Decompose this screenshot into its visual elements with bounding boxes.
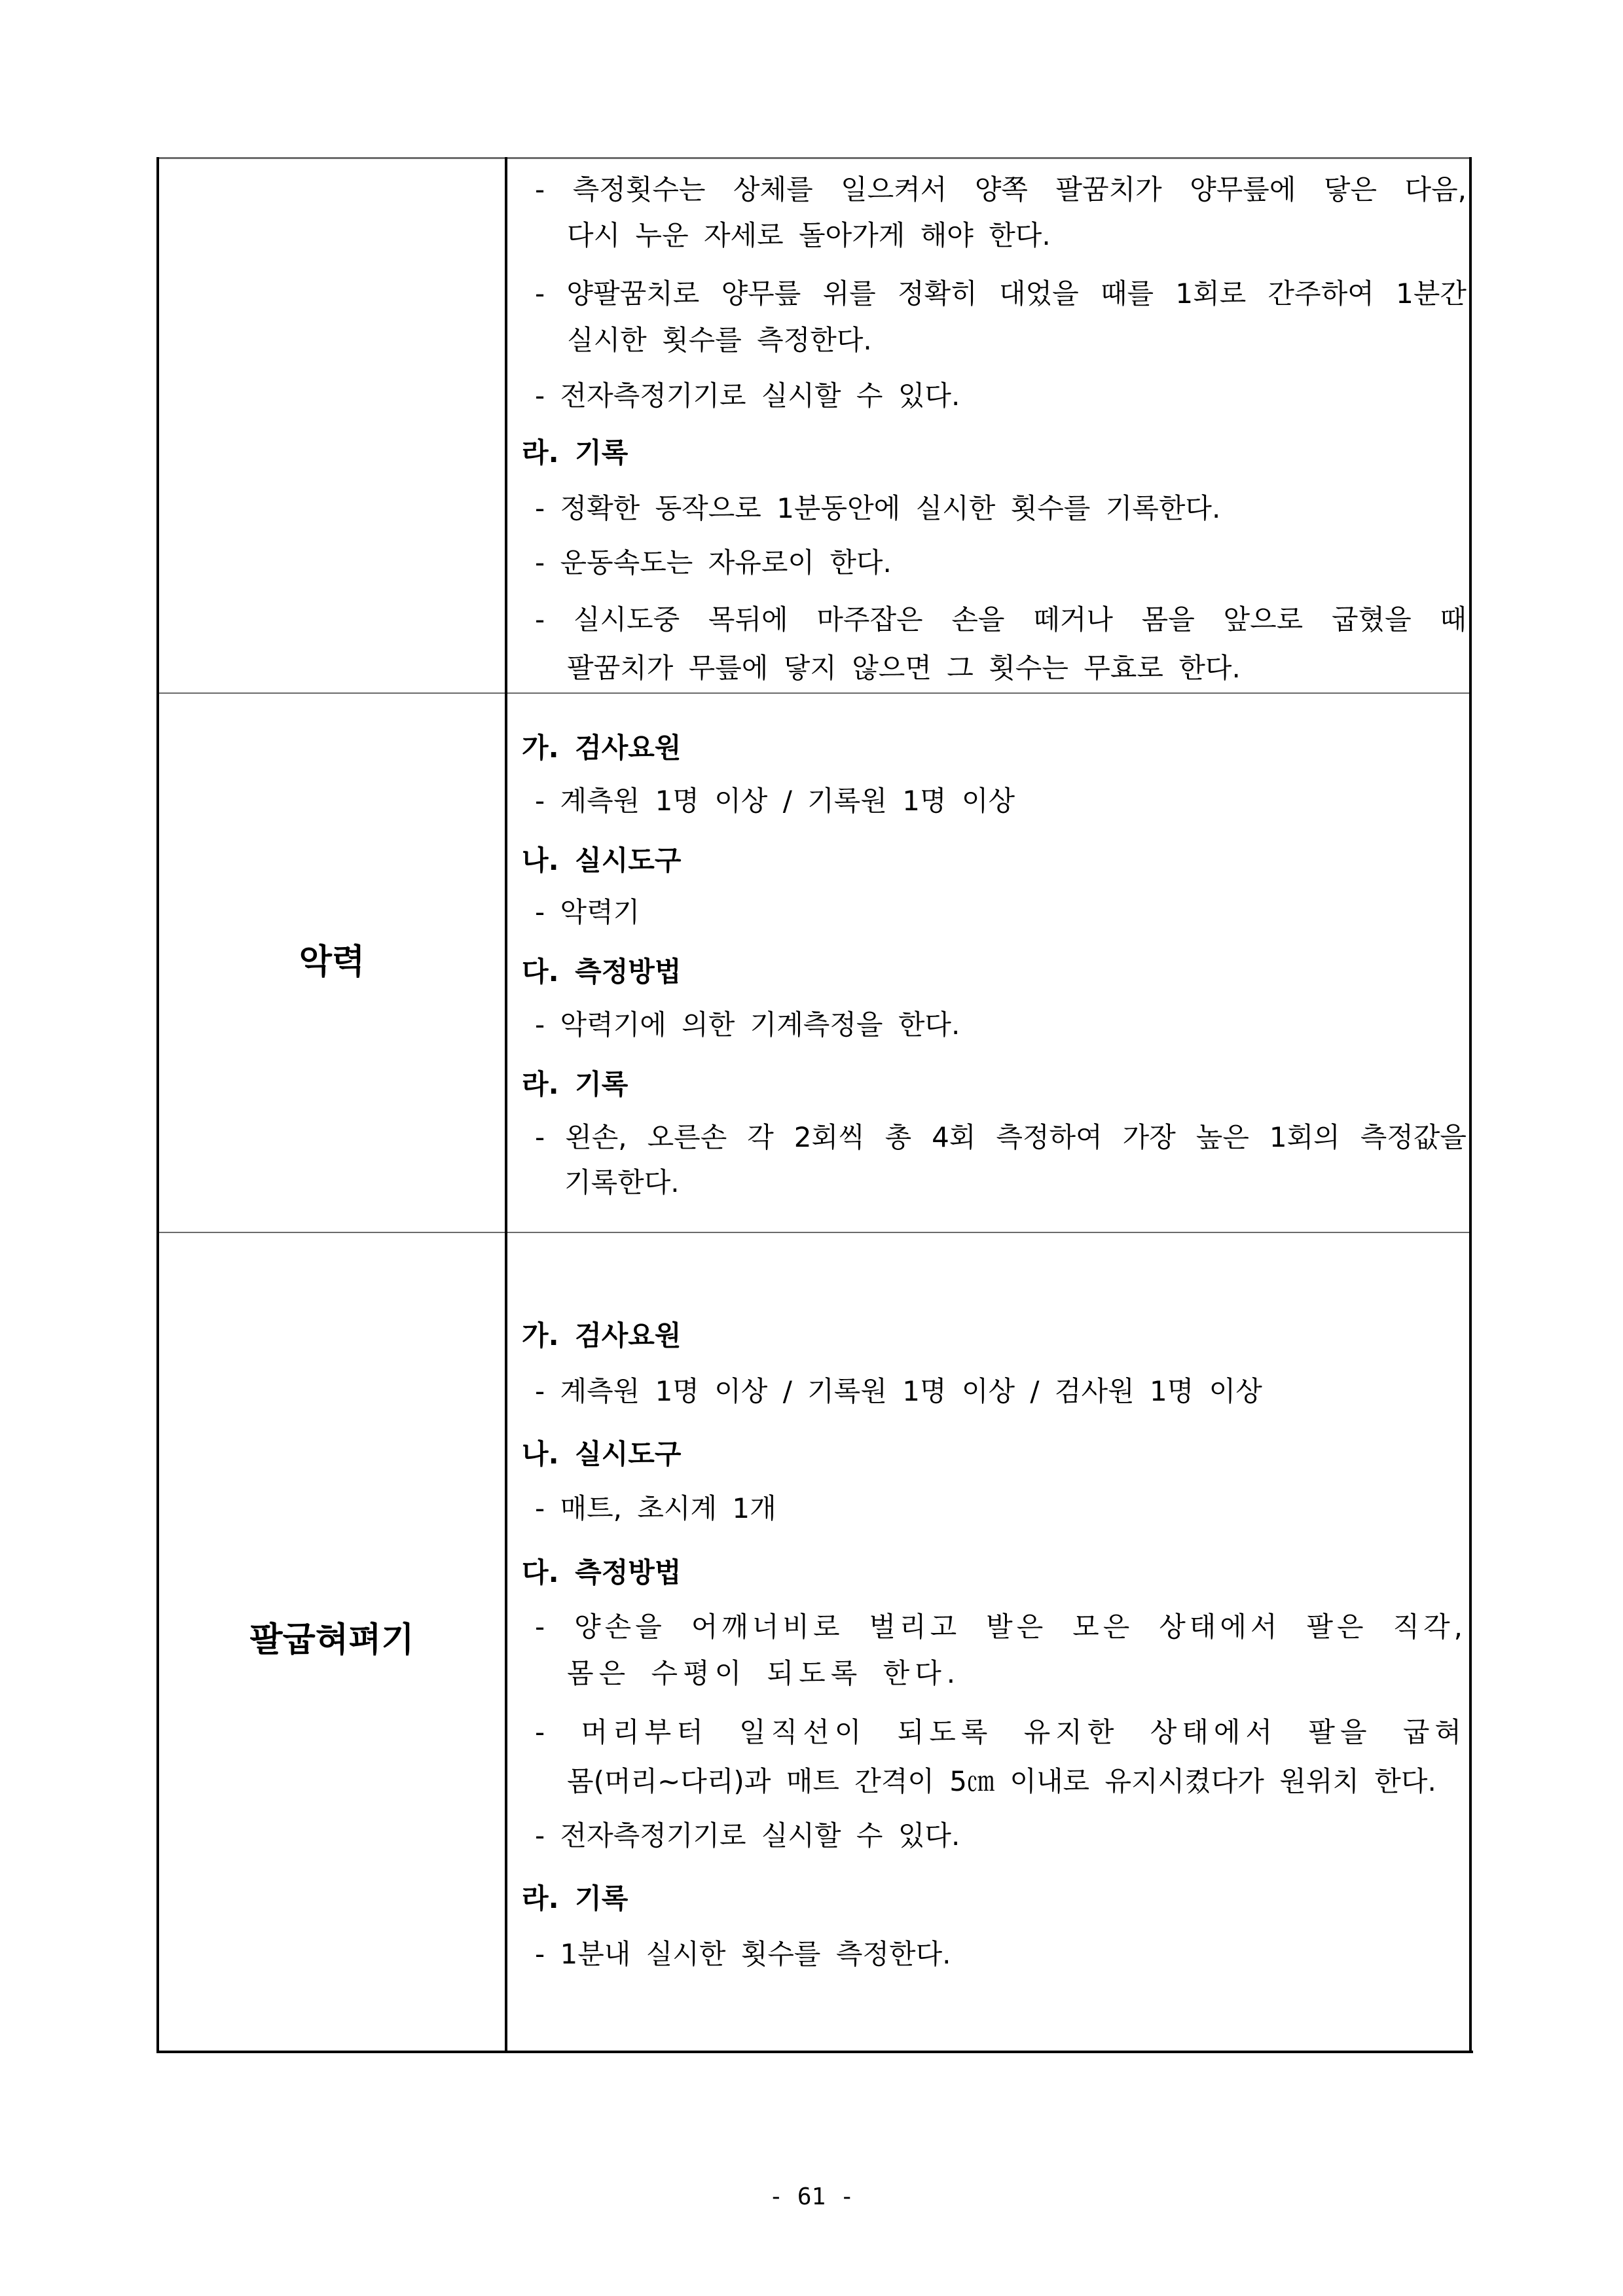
row-divider: [158, 692, 1472, 694]
content-line: - 전자측정기기로 실시할 수 있다.: [535, 380, 960, 412]
content-line: - 계측원 1명 이상 / 기록원 1명 이상: [535, 785, 1015, 817]
table-top-border: [158, 157, 1472, 159]
content-line: 실시한 횟수를 측정한다.: [567, 324, 872, 356]
section-heading: 다. 측정방법: [522, 956, 682, 988]
content-line: 몸은 수평이 되도록 한다.: [567, 1657, 961, 1689]
content-line: - 1분내 실시한 횟수를 측정한다.: [535, 1938, 951, 1970]
content-line: - 악력기에 의한 기계측정을 한다.: [535, 1009, 960, 1041]
content-line: - 운동속도는 자유로이 한다.: [535, 547, 892, 579]
content-line: 다시 누운 자세로 돌아가게 해야 한다.: [567, 219, 1051, 251]
content-line: - 왼손, 오른손 각 2회씩 총 4회 측정하여 가장 높은 1회의 측정값을: [535, 1121, 1467, 1153]
table-bottom-border: [156, 2051, 1473, 2053]
content-line: - 악력기: [535, 896, 640, 928]
content-line: - 전자측정기기로 실시할 수 있다.: [535, 1820, 960, 1852]
table-column-divider: [505, 157, 507, 2053]
row-label: 악력: [299, 942, 365, 982]
section-heading: 나. 실시도구: [522, 844, 682, 876]
section-heading: 나. 실시도구: [522, 1438, 682, 1470]
page-number: - 61 -: [769, 2183, 854, 2210]
content-line: 기록한다.: [564, 1166, 680, 1198]
section-heading: 가. 검사요원: [522, 732, 682, 764]
content-line: - 머리부터 일직선이 되도록 유지한 상태에서 팔을 굽혀: [535, 1716, 1467, 1748]
content-line: - 양손을 어깨너비로 벌리고 발은 모은 상태에서 팔은 직각,: [535, 1611, 1467, 1643]
section-heading: 라. 기록: [522, 437, 629, 469]
content-line: - 측정횟수는 상체를 일으켜서 양쪽 팔꿈치가 양무릎에 닿은 다음,: [535, 173, 1467, 206]
table-right-border: [1469, 157, 1472, 2053]
section-heading: 가. 검사요원: [522, 1319, 682, 1352]
content-line: - 계측원 1명 이상 / 기록원 1명 이상 / 검사원 1명 이상: [535, 1375, 1262, 1407]
content-line: - 양팔꿈치로 양무릎 위를 정확히 대었을 때를 1회로 간주하여 1분간: [535, 278, 1467, 310]
content-line: - 정확한 동작으로 1분동안에 실시한 횟수를 기록한다.: [535, 492, 1221, 524]
table-left-border: [156, 157, 159, 2053]
section-heading: 라. 기록: [522, 1068, 629, 1100]
row-divider: [158, 1232, 1472, 1233]
content-line: 팔꿈치가 무릎에 닿지 않으면 그 횟수는 무효로 한다.: [567, 652, 1241, 684]
row-label: 팔굽혀펴기: [249, 1621, 414, 1660]
section-heading: 다. 측정방법: [522, 1556, 682, 1588]
section-heading: 라. 기록: [522, 1882, 629, 1914]
content-line: - 실시도중 목뒤에 마주잡은 손을 떼거나 몸을 앞으로 굽혔을 때: [535, 603, 1467, 636]
content-line: 몸(머리~다리)과 매트 간격이 5㎝ 이내로 유지시켰다가 원위치 한다.: [567, 1765, 1436, 1797]
content-line: - 매트, 초시계 1개: [535, 1492, 776, 1524]
